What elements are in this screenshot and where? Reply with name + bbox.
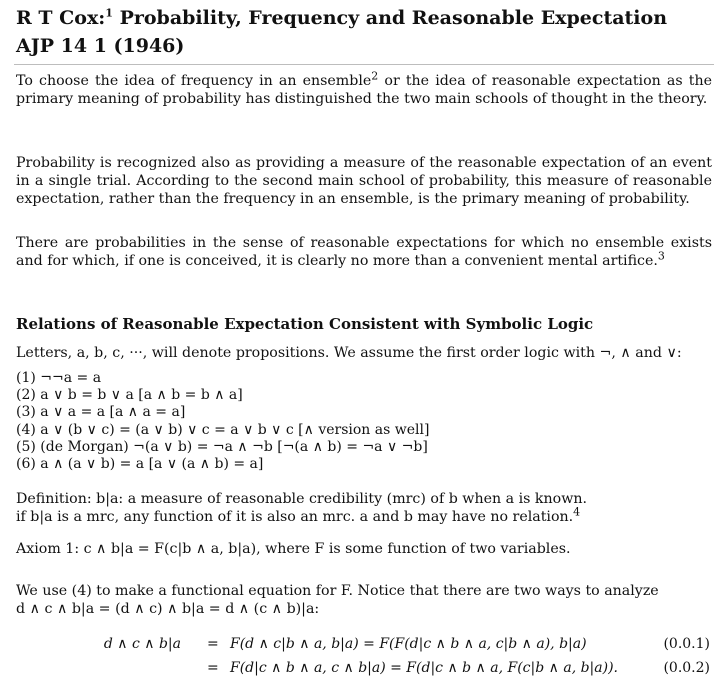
logic-rule-1: (1) ¬¬a = a [16,370,102,386]
footnote-ref-1[interactable]: 1 [105,6,113,20]
logic-rule-5: (5) (de Morgan) ¬(a ∨ b) = ¬a ∧ ¬b [¬(a ∧ b) = ¬a ∨ ¬b] [16,438,428,455]
section-intro: Letters, a, b, c, ···, will denote propositions. We assume the first order logic with ¬, ∧ and ∨: [16,345,682,361]
paragraph-2: Probability is recognized also as providing a measure of the reasonable expectation of an event in a single trial. According to the second main school of probability, this measure of reasonable expectation, rather than the frequency in an ensemble, is the primary meaning of probability. [16,155,712,207]
citation: AJP 14 1 (1946) [16,35,185,57]
logic-rule-3: (3) a ∨ a = a [a ∧ a = a] [16,404,186,421]
logic-rules-list [16,370,712,473]
page-title: R T Cox:$^1$ Probability, Frequency and Reasonable Expectation [16,6,668,29]
equation-operator: = [207,660,219,676]
usage-line-2: d ∧ c ∧ b|a = (d ∧ c) ∧ b|a = d ∧ (c ∧ b)|a: [16,601,320,617]
footnote-ref-2[interactable]: 2 [371,69,379,83]
footnote-ref-4[interactable]: 4 [573,505,581,519]
definition-line-2: if b|a is a mrc, any function of it is also an mrc. a and b may have no relation.$^4$ [16,505,581,525]
logic-rule-2: (2) a ∨ b = b ∨ a [a ∧ b = b ∧ a] [16,387,243,404]
usage-line-1: We use (4) to make a functional equation for F. Notice that there are two ways to analyze [16,583,659,599]
logic-rule-6: (6) a ∧ (a ∨ b) = a [a ∨ (a ∧ b) = a] [16,456,264,473]
divider [14,64,714,65]
equation-number: (0.0.1) [663,636,710,652]
equation-lhs: d ∧ c ∧ b|a [103,636,181,652]
equation-operator: = [207,636,219,652]
equation-array [16,632,712,680]
paragraph-3: There are probabilities in the sense of reasonable expectations for which no ensemble exists and for which, if one is conceived, it is clearly no more than a convenient mental artifice.$^3$ [16,235,712,269]
equation-row [16,656,712,680]
equation-row [16,632,712,656]
logic-rule-4: (4) a ∨ (b ∨ c) = (a ∨ b) ∨ c = a ∨ b ∨ c [∧ version as well] [16,421,430,438]
section-heading: Relations of Reasonable Expectation Consistent with Symbolic Logic [16,315,594,333]
equation-rhs: F(d|c ∧ b ∧ a, c ∧ b|a) = F(d|c ∧ b ∧ a, F(c|b ∧ a, b|a)). [230,660,618,676]
axiom-1: Axiom 1: c ∧ b|a = F(c|b ∧ a, b|a), where F is some function of two variables. [16,541,571,557]
paragraph-1: To choose the idea of frequency in an ensemble$^2$ or the idea of reasonable expectation as the primary meaning of probability has distinguished the two main schools of thought in the theory. [16,69,712,107]
definition-line-1: Definition: b|a: a measure of reasonable credibility (mrc) of b when a is known. [16,491,587,507]
footnote-ref-3[interactable]: 3 [657,249,665,263]
equation-number: (0.0.2) [663,660,710,676]
equation-rhs: F(d ∧ c|b ∧ a, b|a) = F(F(d|c ∧ b ∧ a, c|b ∧ a), b|a) [230,636,587,652]
